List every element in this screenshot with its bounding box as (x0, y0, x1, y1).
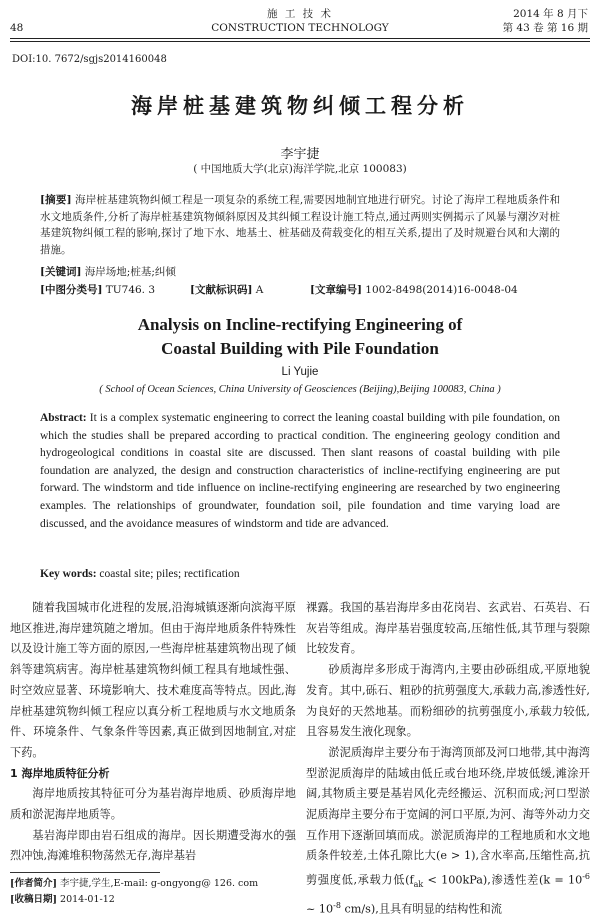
paragraph-text: < 100kPa),渗透性差(k = 10 (423, 873, 583, 887)
journal-title-en: CONSTRUCTION TECHNOLOGY (211, 22, 389, 34)
clc-value: TU746. 3 (105, 284, 156, 296)
paragraph-text: ~ 10 (306, 902, 334, 916)
keywords-en-label: Key words: (40, 568, 97, 580)
body-left-column (10, 598, 296, 867)
keywords-en-text: coastal site; piles; rectification (99, 568, 240, 580)
clc-number (40, 282, 155, 298)
issue-volume: 第 43 卷 第 16 期 (502, 22, 588, 34)
keywords-cn-label: [关键词] (40, 266, 82, 278)
body-right-column (306, 598, 590, 920)
paragraph: 砂质海岸多形成于海湾内,主要由砂砾组成,平原地貌发育。其中,砾石、粗砂的抗剪强度大,承载力高,渗透性好,为良好的天然地基。而粉细砂的抗剪强度小,承载力较低,且容易发生液化现象。 (306, 663, 590, 739)
affiliation-en: ( School of Ocean Sciences, China University of Geosciences (Beijing),Beijing 100083, China ) (99, 384, 501, 395)
keywords-cn (40, 264, 560, 281)
article-value: 1002-8498(2014)16-0048-04 (365, 284, 518, 296)
footnote-received-text: 2014-01-12 (60, 894, 115, 905)
keywords-en (40, 566, 560, 584)
paragraph-text: cm/s),且具有明显的结构性和流 (340, 902, 502, 916)
paragraph: 裸露。我国的基岩海岸多由花岗岩、玄武岩、石英岩、石灰岩等组成。海岸基岩强度较高,压缩性低,其节理与裂隙比较发育。 (306, 601, 590, 656)
keywords-cn-text: 海岸场地;桩基;纠倾 (84, 266, 176, 278)
journal-title-cn: 施 工 技 术 (266, 8, 333, 20)
header-rule-double (10, 41, 590, 42)
author-cn: 李宇捷 (280, 147, 320, 162)
footnote-author (10, 876, 258, 891)
paragraph: 随着我国城市化进程的发展,沿海城镇逐渐向滨海平原地区推进,海岸建筑随之增加。但由于海岸地质条件特殊性以及设计施工等方面的原因,一些海岸桩基建筑物出现了倾斜等建筑病害。海岸桩基建筑物纠倾工程具有地域性强、时空效应显著、环境影响大、技术难度高等特点。因此,海岸桩基建筑物纠倾工程应以真分析工程地质与水文地质条件、环境条件、气象条件等因素,真正做到因地制宜,对症下药。 (10, 601, 296, 759)
footnote-author-text: 李宇捷,学生,E-mail: g-ongyong@ 126. com (60, 878, 259, 889)
doc-label: [文献标识码] (190, 284, 253, 296)
title-en-line1: Analysis on Incline-rectifying Engineering of (137, 315, 463, 334)
title-cn: 海岸桩基建筑物纠倾工程分析 (131, 93, 469, 118)
title-en-line2: Coastal Building with Pile Foundation (161, 339, 439, 358)
abstract-cn-text: 海岸桩基建筑物纠倾工程是一项复杂的系统工程,需要因地制宜地进行研究。讨论了海岸工程地质条件和水文地质条件,分析了海岸桩基建筑物倾斜原因及其纠倾工程设计施工特点,通过两则实例揭示了风暴与潮汐对桩基建筑物纠倾工程的影响,探讨了地下水、地基土、桩基础及荷载变化的相互关系,提出了及时规避台风和大潮的措施。 (40, 194, 560, 256)
abstract-cn (40, 192, 560, 258)
paragraph-text: 淤泥质海岸主要分布于海湾顶部及河口地带,其中海湾型淤泥质海岸的陆域由低丘或台地环绕,岸坡低缓,滩涂开阔,其物质主要是基岩风化壳经搬运、沉积而成;河口型淤泥质海岸主要分布于宽阔的河口平原,为河、海等外动力交互作用下逐渐回填而成。淤泥质海岸的工程地质和水文地质条件较差,土体孔隙比大(e > 1),含水率高,压缩性高,抗剪强度低,承载力低(f (306, 745, 590, 887)
doc-value: A (255, 284, 264, 296)
page-number: 48 (10, 22, 24, 34)
clc-label: [中图分类号] (40, 284, 103, 296)
affiliation-cn: ( 中国地质大学(北京)海洋学院,北京 100083) (193, 163, 407, 175)
footnote-author-label: [作者简介] (10, 878, 57, 889)
superscript: -6 (582, 872, 590, 882)
paragraph (306, 743, 590, 920)
doi: DOI:10. 7672/sgjs2014160048 (12, 54, 167, 65)
section-heading: 1 海岸地质特征分析 (10, 766, 110, 780)
paragraph: 海岸地质按其特征可分为基岩海岸地质、砂质海岸地质和淤泥海岸地质等。 (10, 787, 296, 822)
subscript: ak (413, 880, 424, 890)
abstract-cn-label: [摘要] (40, 194, 72, 206)
author-en: Li Yujie (281, 366, 319, 378)
header-rule (10, 38, 590, 39)
abstract-en-label: Abstract: (40, 412, 87, 424)
footnote-rule (10, 872, 160, 873)
abstract-en-text: It is a complex systematic engineering to correct the leaning coastal building with pile foundation, on which the studies shall be prepared according to practical condition. The engineering geology condition and hydrogeological conditions in coastal site are discussed. Then slant reasons of coastal building with pile foundation are analyzed, the design and construction characteristics of incline-rectifying engineering are put forward. The windstorm and tide influence on incline-rectifying engineering are researched by two engineering examples. The relationships of groundwater, foundation soil, pile foundation and time varying load are discussed, and the avoidance measures of windstorm and tide are advanced. (40, 412, 560, 530)
issue-date: 2014 年 8 月下 (513, 8, 588, 20)
paragraph: 基岩海岸即由岩石组成的海岸。因长期遭受海水的强烈冲蚀,海滩堆积物荡然无存,海岸基岩 (10, 828, 296, 863)
superscript: -8 (333, 900, 341, 910)
doc-code (190, 282, 263, 298)
footnote-received-label: [收稿日期] (10, 894, 57, 905)
article-label: [文章编号] (310, 284, 362, 296)
abstract-en (40, 410, 560, 533)
footnote-received (10, 892, 115, 907)
article-number (310, 282, 518, 298)
